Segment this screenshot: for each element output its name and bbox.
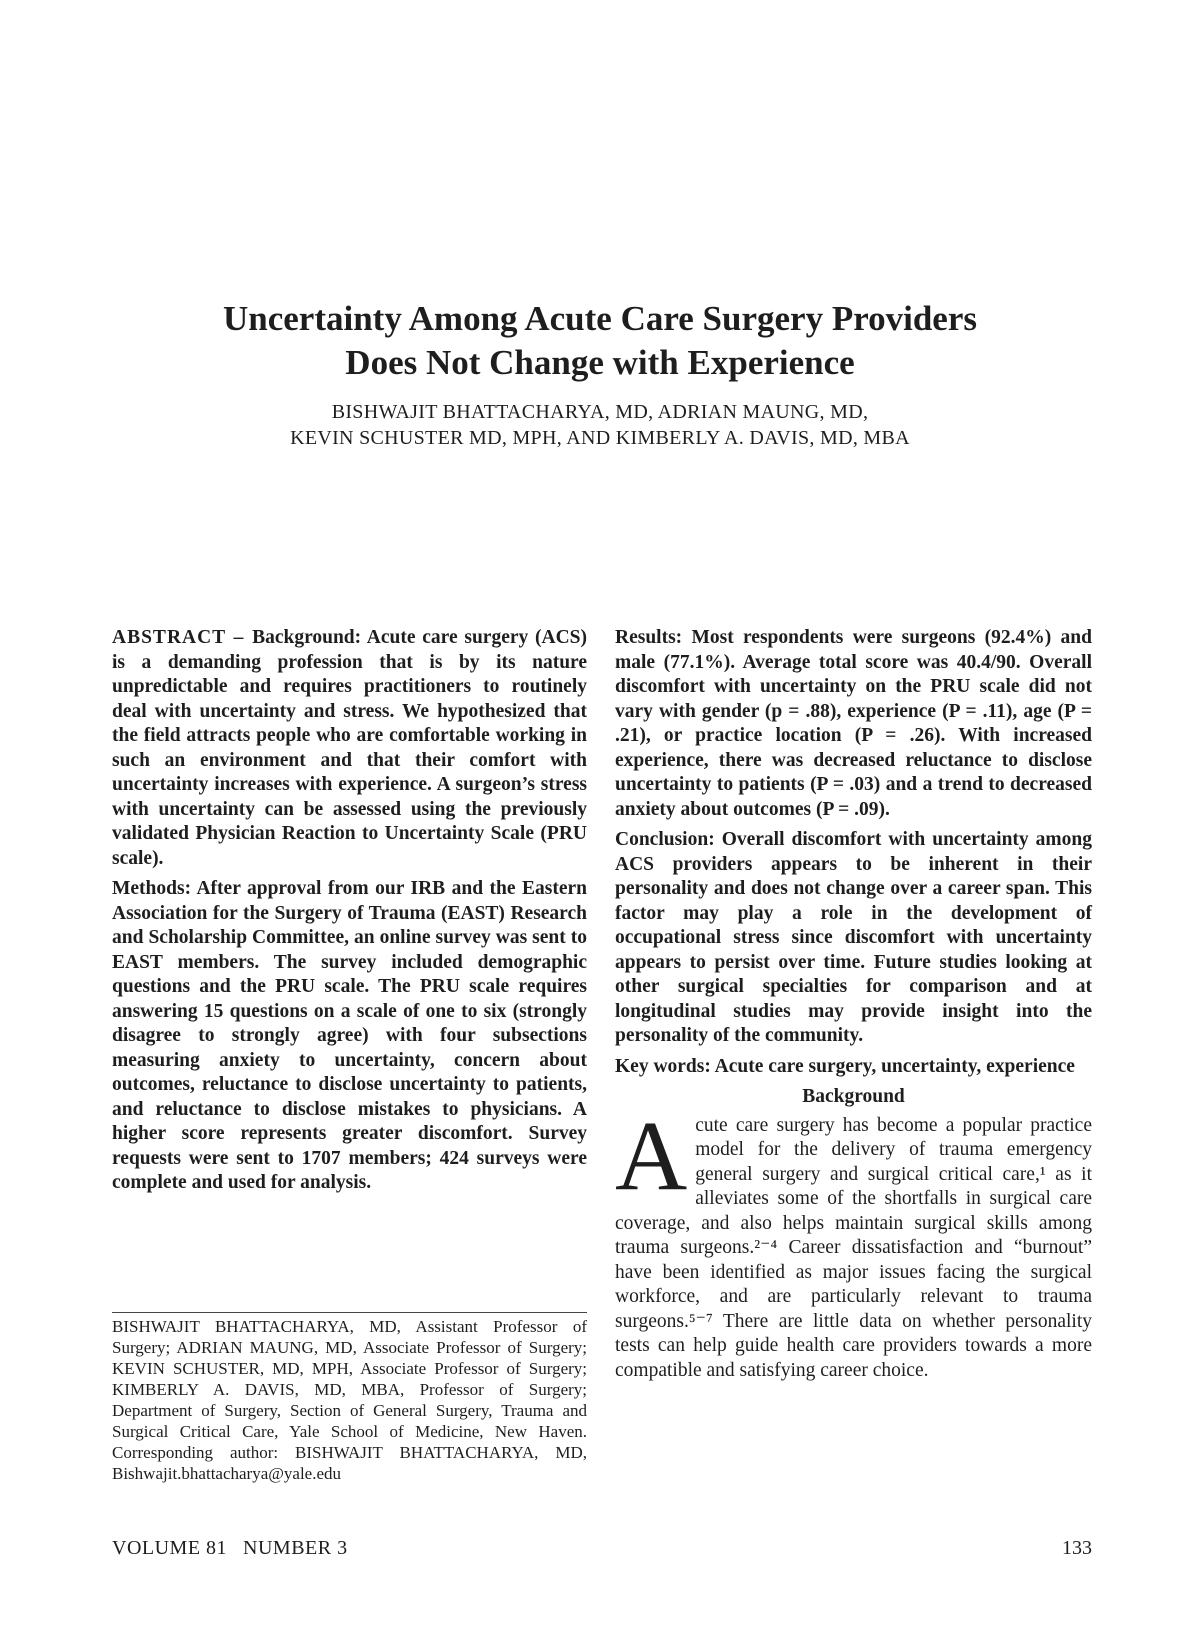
section-heading-background: Background [802,1086,905,1107]
abstract-right-column [615,626,1092,1389]
abstract-background-text: Background: Acute care surgery (ACS) is a demanding profession that is by its nature unpredictable and requires practitioners to routinely deal with uncertainty and stress. We hypothesized that the field attracts people who are comfortable working in such an environment and that their comfort with uncertainty increases with experience. A surgeon’s stress with uncertainty can be assessed using the previously validated Physician Reaction to Uncertainty Scale (PRU scale). [112,627,587,869]
abstract-methods: Methods: After approval from our IRB and the Eastern Association for the Surgery of Trauma (EAST) Research and Scholarship Committee, an online survey was sent to EAST members. The survey included demographic questions and the PRU scale. The PRU scale requires answering 15 questions on a scale of one to six (strongly disagree to strongly agree) with four subsections measuring anxiety to uncertainty, concern about outcomes, reluctance to disclose uncertainty to patients, and reluctance to disclose mistakes to physicians. A higher score represents greater discomfort. Survey requests were sent to 1707 members; 424 surveys were complete and used for analysis. [112,878,587,1193]
title-line-1: Uncertainty Among Acute Care Surgery Providers [222,299,977,338]
keywords: Key words: Acute care surgery, uncertainty, experience [615,1055,1075,1077]
page-number: 133 [1062,1537,1092,1559]
title-line-2: Does Not Change with Experience [345,343,855,382]
authors-line-1: BISHWAJIT BHATTACHARYA, MD, ADRIAN MAUNG, MD, [331,401,869,423]
footnote-divider [112,1312,587,1313]
abstract-background [112,626,587,871]
authors-line-2: KEVIN SCHUSTER MD, MPH, AND KIMBERLY A. DAVIS, MD, MBA [290,427,910,449]
drop-cap: A [615,1099,688,1211]
volume-label: VOLUME 81 [112,1537,228,1559]
journal-issue-info [112,1537,348,1560]
background-paragraph [615,1099,1092,1384]
article-title [0,297,1200,385]
abstract-label: ABSTRACT – [112,627,253,648]
author-affiliation-footnote: BISHWAJIT BHATTACHARYA, MD, Assistant Professor of Surgery; ADRIAN MAUNG, MD, Associate Professor of Surgery; KEVIN SCHUSTER, MD, MPH, Associate Professor of Surgery; KIMBERLY A. DAVIS, MD, MBA, Professor of Surgery; Department of Surgery, Section of General Surgery, Trauma and Surgical Critical Care, Yale School of Medicine, New Haven. Corresponding author: BISHWAJIT BHATTACHARYA, MD, Bishwajit.bhattacharya@yale.edu [112,1317,587,1483]
abstract-conclusion: Conclusion: Overall discomfort with uncertainty among ACS providers appears to be inherent in their personality and does not change over a career span. This factor may play a role in the development of occupational stress since discomfort with uncertainty appears to persist over time. Future studies looking at other surgical specialties for comparison and at longitudinal studies may provide insight into the personality of the community. [615,829,1092,1046]
abstract-left-column [112,626,587,1202]
author-list [0,399,1200,451]
abstract-results: Results: Most respondents were surgeons (92.4%) and male (77.1%). Average total score was 40.4/90. Overall discomfort with uncertainty on the PRU scale did not vary with gender (p = .88), experience (P = .11), age (P = .21), or practice location (P = .26). With increased experience, there was decreased reluctance to disclose uncertainty to patients (P = .03) and a trend to decreased anxiety about outcomes (P = .09). [615,627,1092,820]
number-label: NUMBER 3 [243,1537,348,1559]
background-text: cute care surgery has become a popular practice model for the delivery of trauma emergency general surgery and surgical critical care,¹ as it alleviates some of the shortfalls in surgical care coverage, and also helps maintain surgical skills among trauma surgeons.²⁻⁴ Career dissatisfaction and “burnout” have been identified as major issues facing the surgical workforce, and are particularly relevant to trauma surgeons.⁵⁻⁷ There are little data on whether personality tests can help guide health care providers towards a more compatible and satisfying career choice. [615,1114,1092,1381]
